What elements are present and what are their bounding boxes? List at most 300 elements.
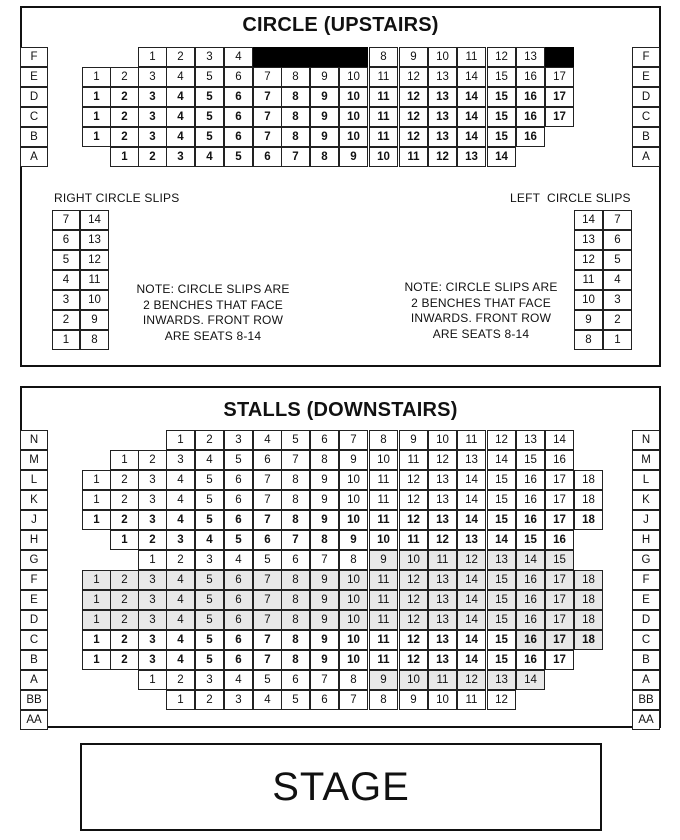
seat[interactable]: 12	[399, 490, 428, 510]
seat[interactable]: 1	[110, 147, 139, 167]
slip-seat[interactable]: 13	[574, 230, 603, 250]
slip-seat[interactable]: 10	[80, 290, 109, 310]
slip-seat[interactable]: 1	[603, 330, 632, 350]
seat[interactable]: 15	[487, 630, 516, 650]
seat[interactable]: 6	[224, 470, 253, 490]
slip-seat[interactable]: 4	[603, 270, 632, 290]
seat[interactable]: 5	[195, 650, 224, 670]
slip-seat[interactable]: 2	[603, 310, 632, 330]
seat[interactable]: 10	[339, 650, 368, 670]
slip-seat[interactable]: 9	[574, 310, 603, 330]
seat[interactable]: 18	[574, 490, 603, 510]
seat[interactable]: 10	[369, 450, 398, 470]
seat[interactable]: 12	[399, 107, 428, 127]
seat[interactable]: 14	[545, 430, 574, 450]
seat[interactable]: 11	[369, 87, 398, 107]
seat[interactable]: 1	[138, 550, 167, 570]
seat[interactable]: 11	[369, 570, 398, 590]
seat[interactable]: 7	[253, 590, 282, 610]
seat[interactable]: 11	[369, 650, 398, 670]
seat[interactable]: 6	[224, 87, 253, 107]
seat[interactable]: 6	[224, 610, 253, 630]
seat[interactable]: 1	[82, 470, 111, 490]
blocked-seat[interactable]	[545, 47, 574, 67]
seat[interactable]: 11	[369, 107, 398, 127]
seat[interactable]: 2	[110, 570, 139, 590]
seat[interactable]: 13	[428, 510, 457, 530]
seat[interactable]: 9	[399, 47, 428, 67]
seat[interactable]: 7	[310, 550, 339, 570]
seat[interactable]: 17	[545, 570, 574, 590]
seat[interactable]: 17	[545, 67, 574, 87]
seat[interactable]: 1	[138, 47, 167, 67]
seat[interactable]: 1	[82, 570, 111, 590]
seat[interactable]: 12	[487, 690, 516, 710]
seat[interactable]: 6	[253, 450, 282, 470]
seat[interactable]: 15	[487, 87, 516, 107]
seat[interactable]: 8	[281, 570, 310, 590]
seat[interactable]: 6	[253, 147, 282, 167]
seat[interactable]: 14	[516, 550, 545, 570]
seat[interactable]: 5	[195, 87, 224, 107]
seat[interactable]: 11	[369, 67, 398, 87]
seat[interactable]: 16	[545, 450, 574, 470]
seat[interactable]: 1	[82, 590, 111, 610]
seat[interactable]: 11	[457, 47, 486, 67]
slip-seat[interactable]: 13	[80, 230, 109, 250]
seat[interactable]: 3	[138, 570, 167, 590]
seat[interactable]: 12	[487, 47, 516, 67]
seat[interactable]: 13	[428, 87, 457, 107]
seat[interactable]: 12	[487, 430, 516, 450]
seat[interactable]: 16	[516, 610, 545, 630]
seat[interactable]: 4	[166, 490, 195, 510]
seat[interactable]: 13	[457, 530, 486, 550]
seat[interactable]: 4	[166, 510, 195, 530]
seat[interactable]: 14	[487, 530, 516, 550]
seat[interactable]: 6	[224, 590, 253, 610]
seat[interactable]: 13	[428, 630, 457, 650]
seat[interactable]: 11	[428, 670, 457, 690]
seat[interactable]: 11	[369, 490, 398, 510]
seat[interactable]: 18	[574, 610, 603, 630]
seat[interactable]: 3	[166, 147, 195, 167]
seat[interactable]: 4	[224, 550, 253, 570]
seat[interactable]: 8	[281, 650, 310, 670]
seat[interactable]: 7	[253, 107, 282, 127]
seat[interactable]: 16	[516, 107, 545, 127]
seat[interactable]: 17	[545, 470, 574, 490]
seat[interactable]: 15	[487, 510, 516, 530]
slip-seat[interactable]: 11	[80, 270, 109, 290]
seat[interactable]: 15	[487, 127, 516, 147]
seat[interactable]: 16	[516, 470, 545, 490]
seat[interactable]: 16	[516, 490, 545, 510]
seat[interactable]: 14	[457, 470, 486, 490]
seat[interactable]: 12	[457, 550, 486, 570]
seat[interactable]: 17	[545, 590, 574, 610]
seat[interactable]: 2	[138, 450, 167, 470]
seat[interactable]: 14	[457, 127, 486, 147]
seat[interactable]: 2	[166, 47, 195, 67]
seat[interactable]: 16	[516, 510, 545, 530]
seat[interactable]: 6	[224, 630, 253, 650]
seat[interactable]: 9	[310, 127, 339, 147]
seat[interactable]: 14	[457, 610, 486, 630]
seat[interactable]: 11	[457, 690, 486, 710]
seat[interactable]: 6	[224, 570, 253, 590]
seat[interactable]: 9	[339, 530, 368, 550]
seat[interactable]: 12	[457, 670, 486, 690]
seat[interactable]: 15	[487, 107, 516, 127]
seat[interactable]: 16	[516, 650, 545, 670]
seat[interactable]: 8	[310, 450, 339, 470]
seat[interactable]: 8	[310, 147, 339, 167]
seat[interactable]: 2	[110, 650, 139, 670]
seat[interactable]: 13	[428, 610, 457, 630]
seat[interactable]: 11	[399, 450, 428, 470]
seat[interactable]: 9	[310, 590, 339, 610]
seat[interactable]: 9	[310, 470, 339, 490]
seat[interactable]: 15	[516, 450, 545, 470]
seat[interactable]: 4	[195, 530, 224, 550]
seat[interactable]: 18	[574, 510, 603, 530]
seat[interactable]: 11	[369, 590, 398, 610]
seat[interactable]: 11	[369, 610, 398, 630]
seat[interactable]: 5	[195, 510, 224, 530]
seat[interactable]: 11	[369, 127, 398, 147]
seat[interactable]: 13	[516, 430, 545, 450]
seat[interactable]: 3	[195, 670, 224, 690]
seat[interactable]: 3	[138, 127, 167, 147]
seat[interactable]: 15	[487, 570, 516, 590]
seat[interactable]: 1	[166, 430, 195, 450]
seat[interactable]: 8	[281, 510, 310, 530]
slip-seat[interactable]: 12	[574, 250, 603, 270]
seat[interactable]: 14	[457, 107, 486, 127]
seat[interactable]: 5	[224, 147, 253, 167]
seat[interactable]: 14	[457, 67, 486, 87]
seat[interactable]: 4	[166, 610, 195, 630]
slip-seat[interactable]: 10	[574, 290, 603, 310]
seat[interactable]: 10	[369, 147, 398, 167]
seat[interactable]: 14	[457, 570, 486, 590]
seat[interactable]: 3	[138, 630, 167, 650]
seat[interactable]: 7	[253, 127, 282, 147]
seat[interactable]: 17	[545, 650, 574, 670]
seat[interactable]: 16	[545, 530, 574, 550]
seat[interactable]: 6	[224, 510, 253, 530]
seat[interactable]: 12	[399, 470, 428, 490]
seat[interactable]: 12	[428, 147, 457, 167]
blocked-seat[interactable]	[339, 47, 368, 67]
seat[interactable]: 17	[545, 610, 574, 630]
seat[interactable]: 5	[253, 550, 282, 570]
seat[interactable]: 10	[339, 107, 368, 127]
blocked-seat[interactable]	[281, 47, 310, 67]
seat[interactable]: 1	[138, 670, 167, 690]
seat[interactable]: 5	[224, 450, 253, 470]
slip-seat[interactable]: 7	[603, 210, 632, 230]
seat[interactable]: 4	[166, 107, 195, 127]
seat[interactable]: 7	[281, 147, 310, 167]
seat[interactable]: 8	[281, 610, 310, 630]
seat[interactable]: 8	[281, 590, 310, 610]
seat[interactable]: 16	[516, 127, 545, 147]
seat[interactable]: 2	[166, 670, 195, 690]
blocked-seat[interactable]	[253, 47, 282, 67]
slip-seat[interactable]: 7	[52, 210, 80, 230]
seat[interactable]: 2	[110, 87, 139, 107]
seat[interactable]: 7	[339, 430, 368, 450]
seat[interactable]: 12	[399, 67, 428, 87]
seat[interactable]: 4	[166, 127, 195, 147]
seat[interactable]: 12	[428, 450, 457, 470]
seat[interactable]: 4	[166, 470, 195, 490]
seat[interactable]: 7	[253, 87, 282, 107]
seat[interactable]: 16	[516, 67, 545, 87]
seat[interactable]: 10	[399, 550, 428, 570]
seat[interactable]: 7	[253, 67, 282, 87]
seat[interactable]: 8	[281, 67, 310, 87]
seat[interactable]: 2	[138, 147, 167, 167]
seat[interactable]: 4	[195, 450, 224, 470]
seat[interactable]: 2	[110, 107, 139, 127]
seat[interactable]: 6	[253, 530, 282, 550]
seat[interactable]: 6	[310, 690, 339, 710]
seat[interactable]: 2	[110, 630, 139, 650]
seat[interactable]: 6	[224, 127, 253, 147]
seat[interactable]: 13	[428, 650, 457, 670]
seat[interactable]: 2	[110, 127, 139, 147]
seat[interactable]: 14	[457, 510, 486, 530]
seat[interactable]: 18	[574, 590, 603, 610]
seat[interactable]: 3	[138, 470, 167, 490]
seat[interactable]: 3	[138, 107, 167, 127]
seat[interactable]: 2	[110, 490, 139, 510]
seat[interactable]: 1	[166, 690, 195, 710]
seat[interactable]: 14	[487, 147, 516, 167]
seat[interactable]: 5	[281, 430, 310, 450]
seat[interactable]: 6	[281, 670, 310, 690]
seat[interactable]: 5	[195, 570, 224, 590]
seat[interactable]: 3	[195, 47, 224, 67]
seat[interactable]: 2	[110, 610, 139, 630]
seat[interactable]: 9	[339, 450, 368, 470]
seat[interactable]: 1	[82, 107, 111, 127]
slip-seat[interactable]: 9	[80, 310, 109, 330]
seat[interactable]: 12	[399, 650, 428, 670]
seat[interactable]: 7	[281, 530, 310, 550]
seat[interactable]: 16	[516, 630, 545, 650]
seat[interactable]: 11	[369, 630, 398, 650]
seat[interactable]: 15	[487, 470, 516, 490]
seat[interactable]: 8	[369, 47, 398, 67]
seat[interactable]: 3	[166, 530, 195, 550]
seat[interactable]: 4	[166, 67, 195, 87]
seat[interactable]: 2	[138, 530, 167, 550]
seat[interactable]: 12	[428, 530, 457, 550]
seat[interactable]: 9	[369, 670, 398, 690]
seat[interactable]: 3	[138, 67, 167, 87]
seat[interactable]: 8	[281, 470, 310, 490]
seat[interactable]: 2	[110, 510, 139, 530]
seat[interactable]: 14	[487, 450, 516, 470]
seat[interactable]: 3	[138, 87, 167, 107]
seat[interactable]: 14	[457, 590, 486, 610]
seat[interactable]: 13	[428, 470, 457, 490]
seat[interactable]: 8	[281, 107, 310, 127]
seat[interactable]: 11	[428, 550, 457, 570]
seat[interactable]: 13	[516, 47, 545, 67]
seat[interactable]: 9	[310, 87, 339, 107]
seat[interactable]: 5	[195, 107, 224, 127]
seat[interactable]: 3	[138, 650, 167, 670]
seat[interactable]: 7	[253, 490, 282, 510]
seat[interactable]: 4	[166, 590, 195, 610]
seat[interactable]: 10	[399, 670, 428, 690]
seat[interactable]: 6	[224, 107, 253, 127]
slip-seat[interactable]: 3	[603, 290, 632, 310]
seat[interactable]: 2	[195, 690, 224, 710]
seat[interactable]: 8	[281, 630, 310, 650]
seat[interactable]: 11	[399, 530, 428, 550]
seat[interactable]: 6	[224, 67, 253, 87]
seat[interactable]: 3	[195, 550, 224, 570]
seat[interactable]: 5	[224, 530, 253, 550]
seat[interactable]: 8	[281, 490, 310, 510]
seat[interactable]: 10	[428, 430, 457, 450]
seat[interactable]: 8	[369, 430, 398, 450]
slip-seat[interactable]: 6	[52, 230, 80, 250]
seat[interactable]: 12	[399, 590, 428, 610]
seat[interactable]: 15	[516, 530, 545, 550]
seat[interactable]: 7	[281, 450, 310, 470]
seat[interactable]: 14	[457, 650, 486, 670]
slip-seat[interactable]: 1	[52, 330, 80, 350]
seat[interactable]: 9	[369, 550, 398, 570]
seat[interactable]: 11	[369, 470, 398, 490]
seat[interactable]: 10	[339, 87, 368, 107]
seat[interactable]: 17	[545, 107, 574, 127]
seat[interactable]: 7	[253, 510, 282, 530]
seat[interactable]: 10	[339, 570, 368, 590]
seat[interactable]: 5	[253, 670, 282, 690]
slip-seat[interactable]: 14	[574, 210, 603, 230]
seat[interactable]: 13	[428, 67, 457, 87]
seat[interactable]: 5	[195, 67, 224, 87]
slip-seat[interactable]: 12	[80, 250, 109, 270]
seat[interactable]: 16	[516, 570, 545, 590]
seat[interactable]: 4	[166, 570, 195, 590]
seat[interactable]: 7	[253, 610, 282, 630]
seat[interactable]: 2	[195, 430, 224, 450]
seat[interactable]: 4	[253, 430, 282, 450]
seat[interactable]: 13	[428, 570, 457, 590]
seat[interactable]: 1	[82, 127, 111, 147]
seat[interactable]: 1	[82, 650, 111, 670]
seat[interactable]: 17	[545, 630, 574, 650]
seat[interactable]: 5	[281, 690, 310, 710]
seat[interactable]: 4	[166, 650, 195, 670]
slip-seat[interactable]: 5	[603, 250, 632, 270]
seat[interactable]: 4	[166, 87, 195, 107]
seat[interactable]: 12	[399, 570, 428, 590]
seat[interactable]: 9	[399, 690, 428, 710]
seat[interactable]: 6	[224, 490, 253, 510]
seat[interactable]: 14	[516, 670, 545, 690]
seat[interactable]: 11	[399, 147, 428, 167]
seat[interactable]: 9	[310, 610, 339, 630]
seat[interactable]: 10	[369, 530, 398, 550]
seat[interactable]: 15	[545, 550, 574, 570]
slip-seat[interactable]: 5	[52, 250, 80, 270]
slip-seat[interactable]: 4	[52, 270, 80, 290]
seat[interactable]: 10	[428, 47, 457, 67]
seat[interactable]: 18	[574, 630, 603, 650]
seat[interactable]: 4	[195, 147, 224, 167]
seat[interactable]: 1	[110, 450, 139, 470]
seat[interactable]: 7	[253, 630, 282, 650]
slip-seat[interactable]: 14	[80, 210, 109, 230]
seat[interactable]: 10	[428, 690, 457, 710]
seat[interactable]: 12	[399, 510, 428, 530]
seat[interactable]: 3	[138, 510, 167, 530]
seat[interactable]: 8	[281, 87, 310, 107]
seat[interactable]: 3	[166, 450, 195, 470]
seat[interactable]: 10	[339, 127, 368, 147]
seat[interactable]: 6	[224, 650, 253, 670]
slip-seat[interactable]: 8	[574, 330, 603, 350]
seat[interactable]: 18	[574, 570, 603, 590]
blocked-seat[interactable]	[310, 47, 339, 67]
seat[interactable]: 15	[487, 67, 516, 87]
seat[interactable]: 7	[253, 470, 282, 490]
seat[interactable]: 15	[487, 610, 516, 630]
seat[interactable]: 5	[195, 470, 224, 490]
seat[interactable]: 7	[253, 650, 282, 670]
seat[interactable]: 9	[310, 630, 339, 650]
seat[interactable]: 12	[399, 87, 428, 107]
seat[interactable]: 3	[138, 610, 167, 630]
seat[interactable]: 9	[310, 650, 339, 670]
seat[interactable]: 9	[339, 147, 368, 167]
seat[interactable]: 5	[195, 127, 224, 147]
seat[interactable]: 17	[545, 510, 574, 530]
seat[interactable]: 9	[310, 490, 339, 510]
seat[interactable]: 13	[428, 590, 457, 610]
seat[interactable]: 6	[310, 430, 339, 450]
seat[interactable]: 10	[339, 490, 368, 510]
seat[interactable]: 8	[339, 670, 368, 690]
seat[interactable]: 2	[110, 470, 139, 490]
seat[interactable]: 16	[516, 87, 545, 107]
slip-seat[interactable]: 11	[574, 270, 603, 290]
seat[interactable]: 6	[281, 550, 310, 570]
seat[interactable]: 8	[281, 127, 310, 147]
seat[interactable]: 5	[195, 610, 224, 630]
seat[interactable]: 13	[428, 490, 457, 510]
seat[interactable]: 3	[138, 490, 167, 510]
seat[interactable]: 15	[487, 590, 516, 610]
seat[interactable]: 3	[138, 590, 167, 610]
slip-seat[interactable]: 2	[52, 310, 80, 330]
seat[interactable]: 1	[82, 510, 111, 530]
seat[interactable]: 12	[399, 127, 428, 147]
seat[interactable]: 4	[224, 670, 253, 690]
seat[interactable]: 1	[82, 630, 111, 650]
seat[interactable]: 17	[545, 87, 574, 107]
